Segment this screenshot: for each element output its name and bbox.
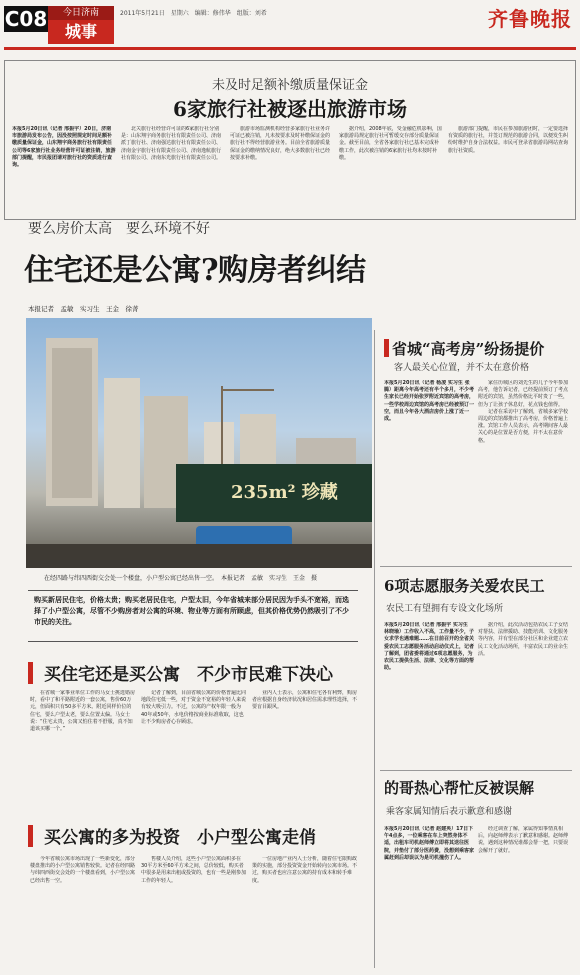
sub1-paragraph: 记者了解到，目前省城公寓的价格普遍比同地段住宅低一些，对于资金不宽裕的年轻人来说有较大吸引力。不过，公寓的产权年限一般为40年或50年，水电价格按商业标准收取，这也让不少购房者心存顾虑。 (141, 690, 247, 725)
section-label (48, 6, 114, 44)
sub2-paragraph: 售楼人员介绍，这些小户型公寓面积多在30平方米至60平方米之间，总价较低，购买者中很多是用来出租或投资的，也有一些是刚参加工作的年轻人。 (141, 856, 247, 884)
subhead-marker (384, 339, 389, 357)
story2-subhead-2: 买公寓的多为投资 小户型公寓走俏 (44, 828, 316, 848)
edition-meta: 2011年5月21日 星期六 编辑：修伟华 组版：刘希 (120, 10, 267, 17)
right-story3-subtitle: 乘客家属知情后表示歉意和感谢 (386, 807, 513, 817)
story1-paragraph: 旅游市场监测机构经营多家旅行社业务许可证已被注销，凡未按要求及时补缴保证金的旅行社不得经营旅游业务。目前全省旅游质量保证金的缴纳情况良好，绝大多数旅行社已经按要求补缴。 (230, 126, 331, 161)
right-story3-headline: 的哥热心帮忙反被误解 (384, 779, 535, 797)
right3-column-2 (478, 826, 572, 968)
right3-paragraph: 经过调查了解，家属得知事情真相后，向赵师傅表示了歉意和感谢。赵师傅说，遇到这种情况谁都会帮一把，只要误会解开了就好。 (478, 826, 569, 854)
billboard-text: 235m² 珍藏 (231, 482, 338, 503)
sub1-column-3 (252, 690, 360, 810)
right1-paragraph: 本报5月20日讯（记者 杨凌 实习生 张腾）距离今年高考还有半个多月，不少考生家长已经开始张罗附近宾馆的高考房，一些学校周边宾馆的高考房已经被预订一空，而且今年各大酒店房价上涨了近一成。 (384, 380, 474, 423)
story1-column-4 (339, 126, 443, 214)
story2-photo (26, 318, 372, 568)
story1-column-5 (448, 126, 568, 214)
right2-column-2 (478, 622, 572, 767)
story1-column-2 (121, 126, 225, 214)
story1-column-1 (12, 126, 116, 214)
sub1-column-2 (141, 690, 247, 810)
sub1-column-1 (30, 690, 136, 810)
right-story2-subtitle: 农民工有望拥有专设文化场所 (386, 604, 504, 614)
sub2-column-1 (30, 856, 136, 968)
photo-caption: 在经四路与纬四西街交会处一个楼盘，小户型公寓已经出售一空。 本报记者 孟敏 实习生 王金 摄 (44, 575, 318, 582)
sub2-column-2 (141, 856, 247, 968)
right-story2-headline: 6项志愿服务关爱农民工 (384, 577, 545, 595)
right-story1-headline: 省城“高考房”纷扬提价 (392, 340, 545, 358)
right3-paragraph: 本报5月20日讯（记者 赵建英）17日下午4点多，一位乘客在车上突然身体不适，出租车司机赵师傅立即将其送往医院，并垫付了部分医药费，没想到乘客家属赶到后却误以为是司机撞伤了人。 (384, 826, 474, 861)
story2-byline: 本报记者 孟敏 实习生 王金 徐菁 (28, 305, 139, 313)
right2-column-1 (384, 622, 474, 767)
story1-headline: 6家旅行社被逐出旅游市场 (173, 97, 407, 121)
story2-summary: 购买新居民住宅，价格太贵；购买老居民住宅，户型太旧，今年省城来部分居民因为手头不宽裕，而选择了小户型公寓，尽管不少购房者对公寓的环境、物业等方面有所顾虑，但其价格优势仍然吸引了不少市民的关注。 (28, 590, 358, 642)
right3-column-1 (384, 826, 474, 968)
right-story1-subtitle: 客人最关心位置，并不太在意价格 (394, 363, 530, 373)
right2-paragraph: 本报5月20日讯（记者 邢振宇 实习生 林晓瑜）工作收入不高，工作量不少，子女求学也遇难题……在日前召开的全省关爱农民工志愿服务活动启动仪式上，记者了解到，团省委将通过6项志愿服务，为农民工提供生活、法律、文化等方面的帮助。 (384, 622, 474, 672)
sub2-paragraph: 今年省城公寓市场出现了一些新变化，部分楼盘推出的小户型公寓销售较快。记者在经四路与纬四西街交会处的一个楼盘看到，小户型公寓已经出售一空。 (30, 856, 136, 884)
sub2-paragraph: 一位房地产业内人士分析，随着住宅限购政策的实施，部分投资资金开始转向公寓市场。不过，购买者也应注意公寓的持有成本和转手难度。 (252, 856, 358, 884)
section-main-label: 城事 (64, 22, 97, 41)
story1-paragraph: 本报5月20日讯（记者 邢振宇）20日，济南市旅游局发布公告，因没按照规定时间足额补缴质量保证金，山东翔宇商务旅行社有限责任公司等6家旅行社业务经营许可证被注销，旅游部门提醒，市民报团请对旅行社的资质进行查询。 (12, 126, 116, 169)
right1-paragraph: 记者在采访中了解到，省城多家学校周边的宾馆都推出了高考房，价格普遍上涨。宾馆工作人员表示，高考期间客人最关心的是位置是否方便，并不太在意价格。 (478, 408, 569, 444)
section-divider (380, 566, 572, 567)
story1-paragraph: 据介绍，2008年底，受金融危机影响，国家旅游局规定旅行社可暂缓交存部分质量保证金。截至目前，全省各家旅行社已基本完成补缴工作，此次被注销的6家旅行社均未按时补缴。 (339, 126, 442, 161)
sub1-paragraph: 在省城一家事业单位工作的马女士挑选婚房时，看中了和平路附近的一套公寓，售价60万元，但面积只有50多平方米。附近同样价位的住宅，要么户型太老，要么位置太偏。马女士说：“住宅太贵，公寓又怕住着不舒服，真不知道该买哪一个。” (30, 690, 136, 733)
sub1-paragraph: 业内人士表示，公寓和住宅各有利弊，购房者应根据自身经济状况和居住需求理性选择，不要盲目跟风。 (252, 690, 358, 711)
subhead-marker (28, 662, 33, 684)
story1-column-3 (230, 126, 334, 214)
header-rule (4, 47, 576, 50)
section-divider (380, 770, 572, 771)
section-top-label: 今日济南 (48, 6, 114, 20)
story2-headline: 住宅还是公寓?购房者纠结 (24, 253, 366, 288)
story2-subhead-1: 买住宅还是买公寓 不少市民难下决心 (44, 665, 333, 685)
story1-paragraph: 北关旅行社经营许可证的6家旅行社分别是：山东翔宇商务旅行社有限责任公司、济南派丁旅行社、济南强达旅行社有限责任公司、济南金宇旅行社有限责任公司、济南逸航旅行社有限公司、济南东光旅行社有限责任公司。 (121, 126, 222, 161)
sub2-column-3 (252, 856, 360, 968)
right1-paragraph: 家住历城区的刘先生的儿子今年参加高考，他告诉记者，已经提前预订了考点附近的宾馆，虽然价格比平时贵了一些，但为了让孩子休息好，花点钱也值得。 (478, 380, 569, 408)
story2-kicker: 要么房价太高 要么环境不好 (28, 221, 210, 237)
masthead-logo: 齐鲁晚报 (488, 7, 572, 31)
right1-column-2 (478, 380, 572, 560)
subhead-marker (28, 825, 33, 847)
right1-column-1 (384, 380, 474, 560)
photo-illustration (26, 318, 372, 568)
right2-paragraph: 据介绍，此次活动包括农民工子女结对帮扶、法律援助、技能培训、文化服务等内容，并有望在部分社区和企业建立农民工文化活动场所，丰富农民工的业余生活。 (478, 622, 569, 657)
story1-kicker: 未及时足额补缴质量保证金 (211, 78, 368, 93)
page-code: C08 (4, 7, 48, 31)
story1-paragraph: 旅游部门提醒，市民在参加旅游团时，一定要选择有资质的旅行社，并签订规范的旅游合同，以便发生纠纷时维护自身合法权益。市民可登录省旅游局网站查询旅行社资质。 (448, 126, 568, 154)
column-divider (374, 330, 375, 968)
